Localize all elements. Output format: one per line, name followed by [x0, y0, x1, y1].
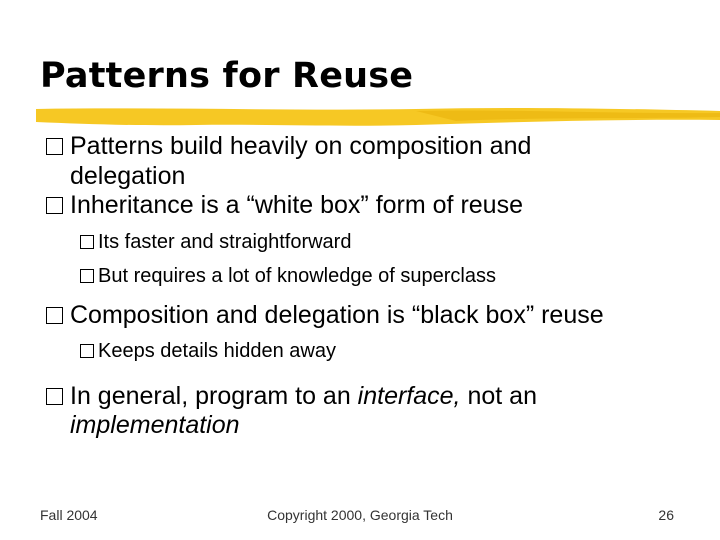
bullet-box-icon — [80, 269, 94, 283]
bullet-text-continued: delegation — [70, 161, 186, 190]
bullet-level1 — [46, 301, 706, 331]
bullet-level1 — [46, 191, 706, 221]
bullet-text: But requires a lot of knowledge of superclass — [98, 265, 496, 288]
bullet-level2 — [46, 231, 706, 255]
slide-title: Patterns for Reuse — [40, 56, 414, 96]
bullet-emphasis: interface, — [357, 381, 461, 410]
bullet-box-icon — [46, 197, 63, 214]
bullet-text-continued: implementation — [70, 411, 240, 440]
footer-date: Fall 2004 — [40, 507, 98, 523]
bullet-text: not an — [460, 381, 537, 410]
bullet-text: Its faster and straightforward — [98, 230, 352, 253]
bullet-level2 — [46, 265, 706, 289]
bullet-text: In general, program to an — [70, 381, 358, 410]
bullet-text: Composition and delegation is “black box” reuse — [70, 300, 604, 329]
bullet-text: Keeps details hidden away — [98, 340, 336, 363]
bullet-level2 — [46, 340, 706, 364]
footer-copyright: Copyright 2000, Georgia Tech — [267, 507, 453, 523]
bullet-box-icon — [46, 307, 63, 324]
bullet-level1 — [46, 382, 706, 441]
bullet-level1 — [46, 132, 706, 191]
bullet-box-icon — [80, 344, 94, 358]
bullet-text: Patterns build heavily on composition and — [70, 132, 532, 160]
bullet-box-icon — [46, 138, 63, 155]
bullet-box-icon — [80, 235, 94, 249]
bullet-text: Inheritance is a “white box” form of reuse — [70, 191, 523, 219]
slide-number: 26 — [658, 507, 674, 523]
bullet-list — [46, 132, 706, 441]
bullet-box-icon — [46, 388, 63, 405]
